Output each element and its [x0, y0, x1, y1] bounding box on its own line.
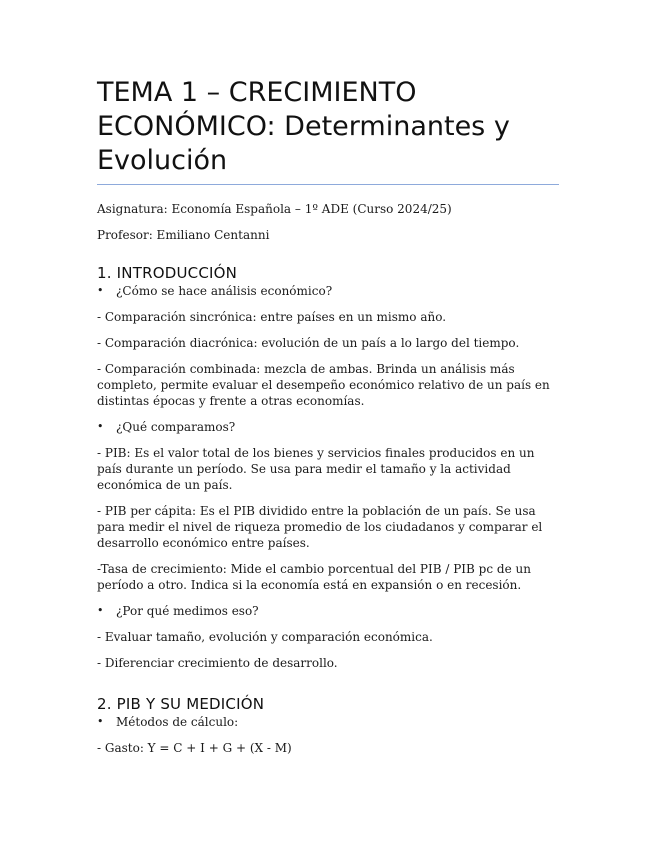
- page-title: TEMA 1 – CRECIMIENTO ECONÓMICO: Determinantes y Evolución: [97, 76, 559, 185]
- bullet-icon: •: [97, 284, 104, 297]
- bullet-text: ¿Por qué medimos eso?: [116, 604, 259, 618]
- section-heading-introduccion: 1. INTRODUCCIÓN: [97, 264, 238, 282]
- section-heading-pib: 2. PIB Y SU MEDICIÓN: [97, 695, 265, 713]
- document-page: [97, 76, 559, 756]
- paragraph: - PIB: Es el valor total de los bienes y servicios finales producidos en un país durante un período. Se usa para medir el tamaño y la actividad económica de un país.: [97, 446, 535, 492]
- paragraph: - Diferenciar crecimiento de desarrollo.: [97, 656, 338, 670]
- paragraph: - Comparación combinada: mezcla de ambas. Brinda un análisis más completo, permite evaluar el desempeño económico relativo de un país en distintas épocas y frente a otras economías.: [97, 362, 550, 408]
- paragraph: - Comparación sincrónica: entre países en un mismo año.: [97, 310, 447, 324]
- paragraph: - PIB per cápita: Es el PIB dividido entre la población de un país. Se usa para medir el nivel de riqueza promedio de los ciudadanos y comparar el desarrollo económico entre países.: [97, 504, 543, 550]
- bullet-icon: •: [97, 420, 104, 433]
- paragraph: -Tasa de crecimiento: Mide el cambio porcentual del PIB / PIB pc de un período a otro. Indica si la economía está en expansión o en recesión.: [97, 562, 531, 592]
- paragraph: - Gasto: Y = C + I + G + (X - M): [97, 741, 292, 755]
- bullet-item: [97, 419, 559, 435]
- bullet-text: ¿Qué comparamos?: [116, 420, 236, 434]
- paragraph: - Evaluar tamaño, evolución y comparación económica.: [97, 630, 433, 644]
- bullet-text: ¿Cómo se hace análisis económico?: [116, 284, 333, 298]
- bullet-item: [97, 714, 559, 730]
- bullet-icon: •: [97, 604, 104, 617]
- bullet-text: Métodos de cálculo:: [116, 715, 239, 729]
- professor-line: Profesor: Emiliano Centanni: [97, 228, 270, 242]
- subject-line: Asignatura: Economía Española – 1º ADE (Curso 2024/25): [97, 202, 452, 216]
- bullet-item: [97, 283, 559, 299]
- bullet-icon: •: [97, 715, 104, 728]
- bullet-item: [97, 603, 559, 619]
- paragraph: - Comparación diacrónica: evolución de un país a lo largo del tiempo.: [97, 336, 520, 350]
